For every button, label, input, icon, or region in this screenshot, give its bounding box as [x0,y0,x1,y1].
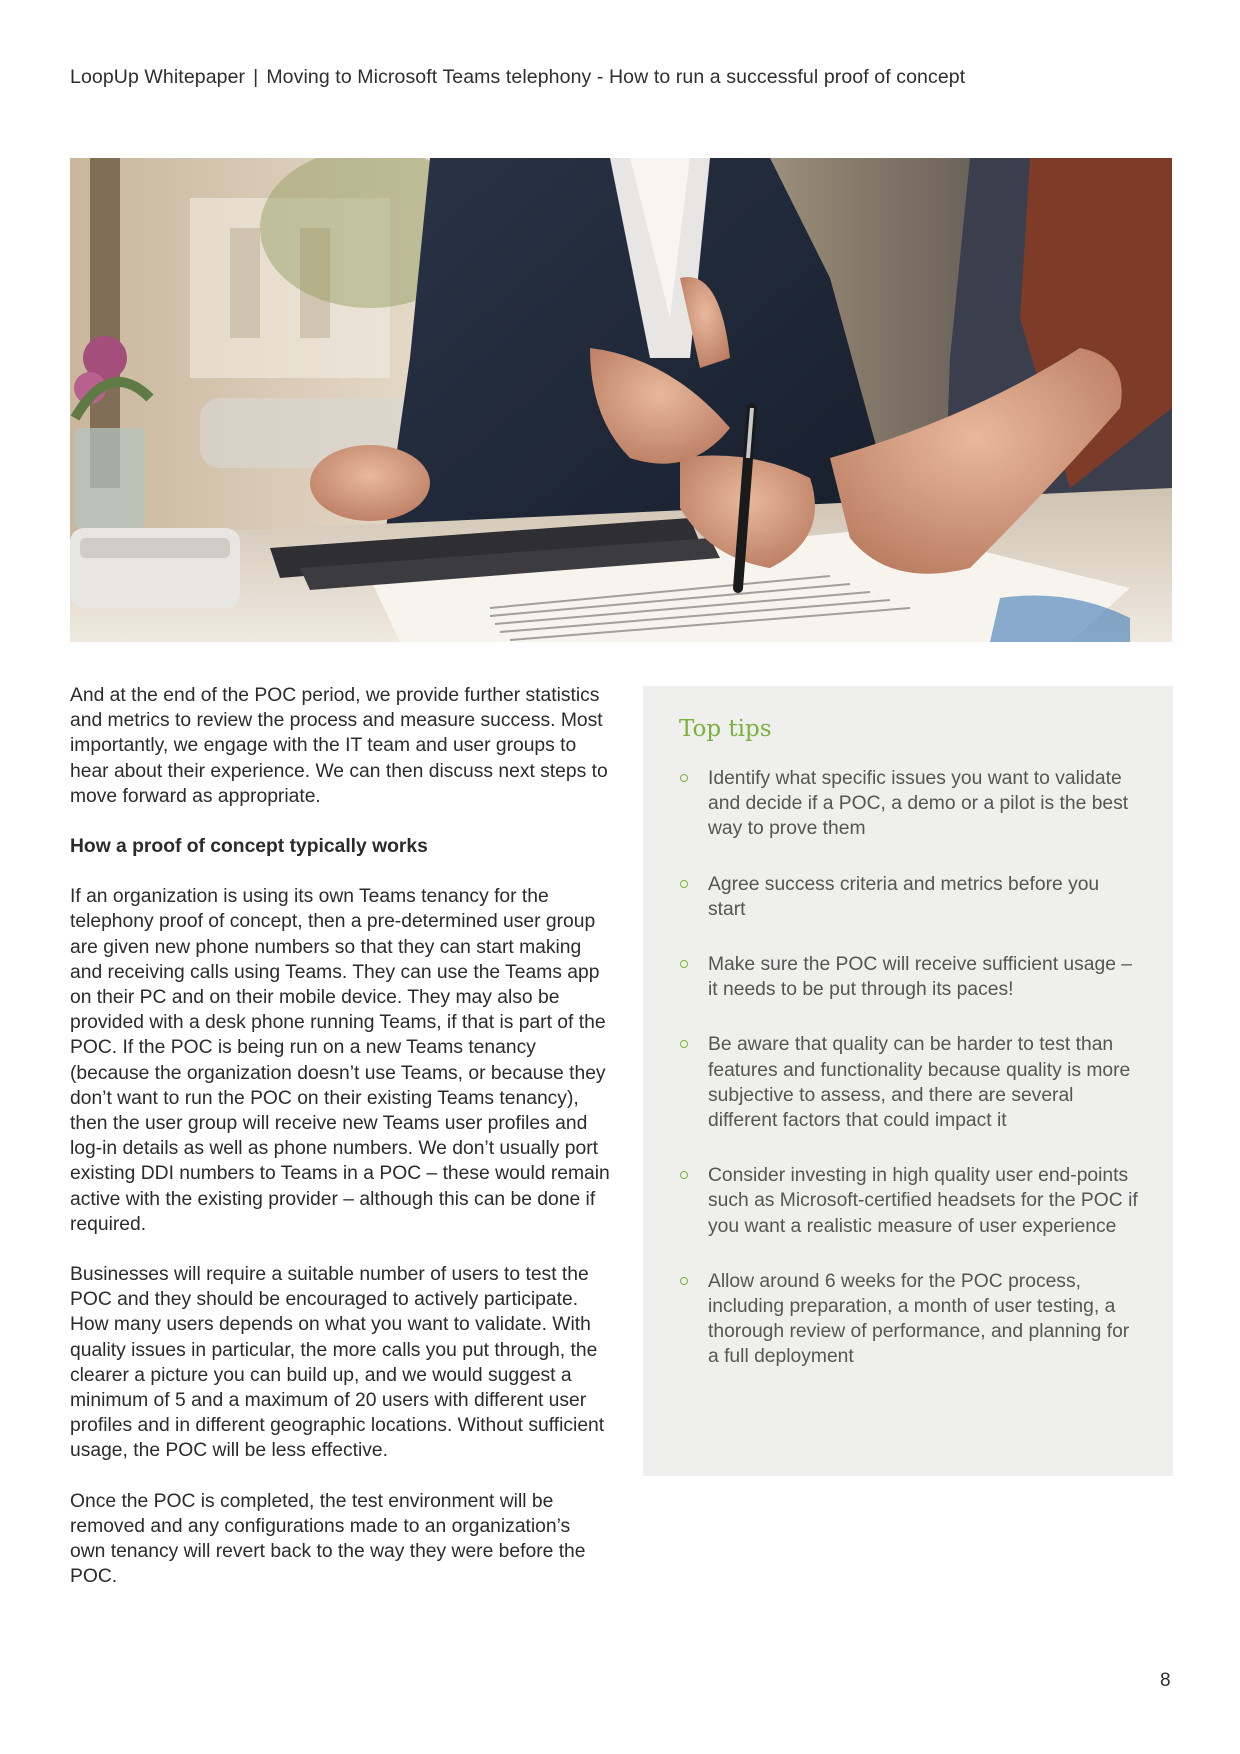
tip-text: Agree success criteria and metrics before you start [708,873,1100,920]
bullet-circle-icon [680,880,688,888]
tip-item [679,872,1139,922]
intro-paragraph: And at the end of the POC period, we provide further statistics and metrics to review the process and measure success. Most importantly, we engage with the IT team and user groups to hear about their experience. We can then discuss next steps to move forward as appropriate. [70,685,608,807]
tip-text: Be aware that quality can be harder to test than features and functionality because quality is more subjective to assess, and there are several different factors that could impact it [708,1034,1131,1132]
tip-text: Allow around 6 weeks for the POC process, including preparation, a month of user testing, a thorough review of performance, and planning for a full deployment [708,1270,1130,1368]
document-title: Moving to Microsoft Teams telephony - How to run a successful proof of concept [266,66,966,88]
bullet-circle-icon [680,774,688,782]
tip-text: Identify what specific issues you want to validate and decide if a POC, a demo or a pilot is the best way to prove them [708,768,1129,840]
main-text-column [70,683,610,1615]
meeting-photo-illustration [70,158,1172,642]
tip-item [679,766,1139,842]
top-tips-list [679,766,1139,1370]
tip-item [679,1032,1139,1133]
page-header [70,66,965,89]
bullet-circle-icon [680,1277,688,1285]
bullet-circle-icon [680,1171,688,1179]
body-paragraph-1: If an organization is using its own Teams tenancy for the telephony proof of concept, then a pre-determined user group are given new phone numbers so that they can start making and receiving calls using Teams. They can use the Teams app on their PC and on their mobile device. They may also be provided with a desk phone running Teams, if that is part of the POC. If the POC is being run on a new Teams tenancy (because the organization doesn’t use Teams, or because they don’t want to run the POC on their existing Teams tenancy), then the user group will receive new Teams user profiles and log-in details as well as phone numbers. We don’t usually port existing DDI numbers to Teams in a POC – these would remain active with the existing provider – although this can be done if required. [70,886,610,1235]
tip-item [679,1163,1139,1239]
bullet-circle-icon [680,1040,688,1048]
tip-text: Make sure the POC will receive sufficient usage – it needs to be put through its paces! [708,954,1133,1001]
header-separator: | [253,66,259,88]
tip-item [679,1269,1139,1370]
publication-name: LoopUp Whitepaper [70,66,246,88]
section-heading: How a proof of concept typically works [70,836,428,858]
tip-item [679,952,1139,1002]
top-tips-box [643,686,1173,1476]
tip-text: Consider investing in high quality user end-points such as Microsoft-certified headsets for the POC if you want a realistic measure of user experience [708,1165,1138,1237]
hero-image [70,158,1172,642]
body-paragraph-2: Businesses will require a suitable number of users to test the POC and they should be encouraged to actively participate. How many users depends on what you want to validate. With quality issues in particular, the more calls you put through, the clearer a picture you can build up, and we would suggest a minimum of 5 and a maximum of 20 users with different user profiles and in different geographic locations. Without sufficient usage, the POC will be less effective. [70,1264,605,1462]
page-number: 8 [1160,1670,1171,1691]
top-tips-title: Top tips [679,716,772,742]
body-paragraph-3: Once the POC is completed, the test environment will be removed and any configurations made to an organization’s own tenancy will revert back to the way they were before the POC. [70,1490,586,1588]
bullet-circle-icon [680,960,688,968]
